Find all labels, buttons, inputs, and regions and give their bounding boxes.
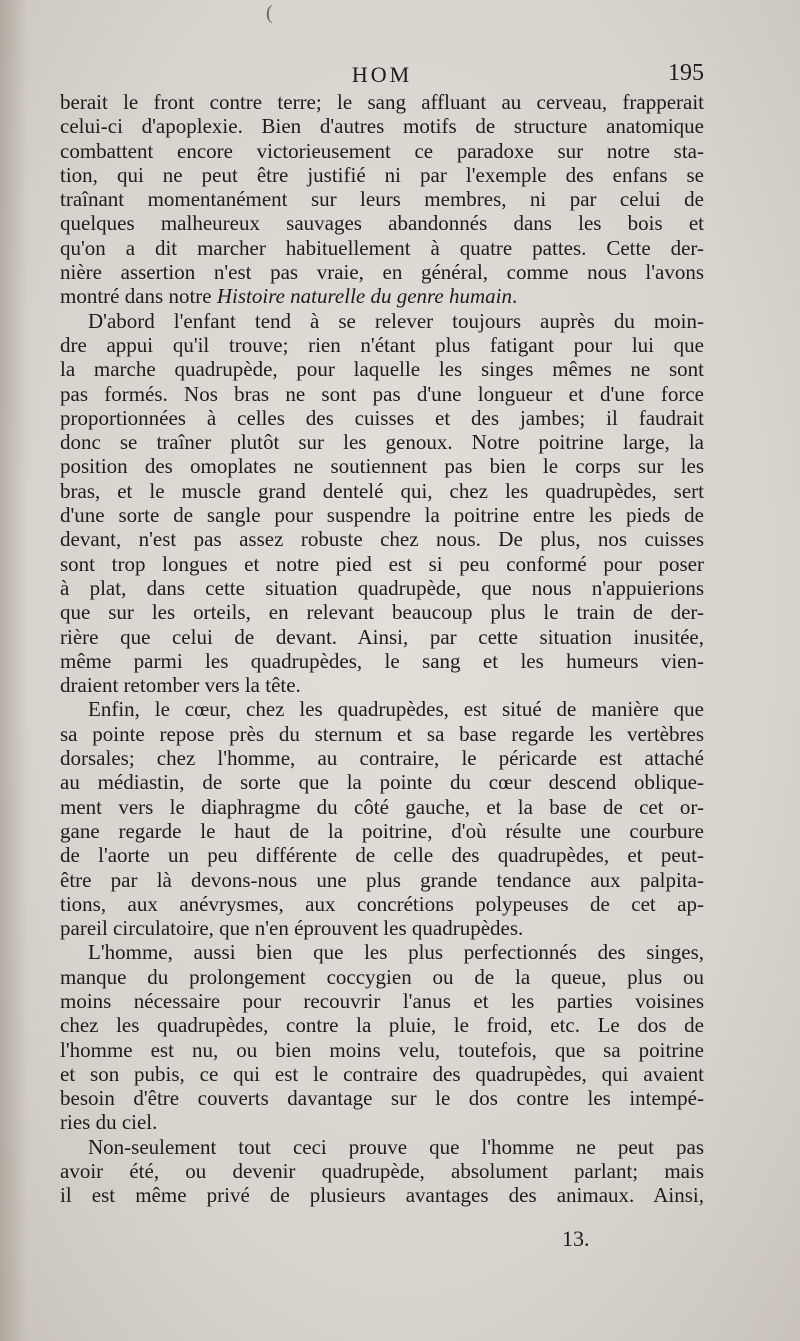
text-run: . — [512, 284, 518, 309]
text-line: d'une sorte de sangle pour suspendre la poitrine entre les pieds de — [60, 503, 704, 528]
text-line: proportionnées à celles des cuisses et des jambes; il faudrait — [60, 405, 704, 430]
text-line: quelques malheureux sauvages abandonnés dans les bois et — [60, 211, 704, 236]
text-line: devant, n'est pas assez robuste chez nous. De plus, nos cuisses — [60, 527, 704, 552]
text-line: il est même privé de plusieurs avantages des animaux. Ainsi, — [60, 1183, 704, 1208]
text-line: qu'on a dit marcher habituellement à quatre pattes. Cette der- — [60, 235, 704, 260]
book-title: Histoire naturelle du genre humain — [216, 284, 513, 309]
running-head — [60, 60, 704, 92]
text-line: rière que celui de devant. Ainsi, par cette situation inusitée, — [60, 624, 704, 649]
text-line: berait le front contre terre; le sang affluant au cerveau, frapperait — [60, 90, 704, 114]
text-line: chez les quadrupèdes, contre la pluie, le froid, etc. Le dos de — [60, 1013, 704, 1038]
text-line: pareil circulatoire, que n'en éprouvent les quadrupèdes. — [60, 916, 524, 941]
text-line: sont trop longues et notre pied est si peu conformé pour poser — [60, 551, 704, 576]
text-line: manque du prolongement coccygien ou de la queue, plus ou — [60, 964, 704, 989]
text-line: combattent encore victorieusement ce paradoxe sur notre sta- — [60, 138, 704, 163]
text-line: la marche quadrupède, pour laquelle les singes mêmes ne sont — [60, 357, 704, 382]
text-line: de l'aorte un peu différente de celle des quadrupèdes, et peut- — [60, 843, 704, 868]
text-line: donc se traîner plutôt sur les genoux. Notre poitrine large, la — [60, 430, 704, 455]
paragraph — [60, 697, 704, 940]
text-line: dorsales; chez l'homme, au contraire, le péricarde est attaché — [60, 746, 704, 771]
signature-mark: 13. — [562, 1226, 590, 1251]
text-line: nière assertion n'est pas vraie, en général, comme nous l'avons — [60, 260, 704, 285]
text-line: L'homme, aussi bien que les plus perfectionnés des singes, — [88, 940, 704, 965]
text-line: gane regarde le haut de la poitrine, d'où résulte une courbure — [60, 818, 704, 843]
text-line: que sur les orteils, en relevant beaucoup plus le train de der- — [60, 600, 704, 625]
text-line: avoir été, ou devenir quadrupède, absolument parlant; mais — [60, 1159, 704, 1184]
running-head-title: HOM — [351, 62, 413, 87]
text-line: à plat, dans cette situation quadrupède, que nous n'appuierions — [60, 575, 704, 600]
paragraph — [60, 309, 704, 698]
text-line: au médiastin, de sorte que la pointe du cœur descend oblique- — [60, 770, 704, 795]
text-line: tions, aux anévrysmes, aux concrétions polypeuses de cet ap- — [60, 891, 704, 916]
text-line: ries du ciel. — [60, 1110, 158, 1135]
text-line: l'homme est nu, ou bien moins velu, toutefois, que sa poitrine — [60, 1037, 704, 1062]
text-line: sa pointe repose près du sternum et sa base regarde les vertèbres — [60, 721, 704, 746]
text-line: même parmi les quadrupèdes, le sang et les humeurs vien- — [60, 648, 704, 673]
text-line: traînant momentanément sur leurs membres, ni par celui de — [60, 187, 704, 212]
paragraph — [60, 90, 704, 309]
text-line: être par là devons-nous une plus grande tendance aux palpita- — [60, 867, 704, 892]
text-line: tion, qui ne peut être justifié ni par l'exemple des enfans se — [60, 162, 704, 187]
body-text — [60, 90, 704, 1208]
text-line: celui-ci d'apoplexie. Bien d'autres motifs de structure anatomique — [60, 114, 704, 139]
text-line: D'abord l'enfant tend à se relever toujours auprès du moin- — [88, 308, 704, 333]
text-line: bras, et le muscle grand dentelé qui, chez les quadrupèdes, sert — [60, 478, 704, 503]
text-line — [60, 284, 704, 308]
text-run: montré dans notre — [60, 284, 217, 309]
text-line: pas formés. Nos bras ne sont pas d'une longueur et d'une force — [60, 381, 704, 406]
text-line: besoin d'être couverts davantage sur le dos contre les intempé- — [60, 1086, 704, 1111]
text-line: draient retomber vers la tête. — [60, 673, 301, 698]
text-line: et son pubis, ce qui est le contraire des quadrupèdes, qui avaient — [60, 1061, 704, 1086]
corner-mark: ( — [266, 2, 273, 24]
paragraph — [60, 1135, 704, 1208]
paragraph — [60, 940, 704, 1134]
text-line: Enfin, le cœur, chez les quadrupèdes, est situé de manière que — [88, 697, 704, 722]
page-number: 195 — [668, 60, 704, 86]
text-line: position des omoplates ne soutiennent pas bien le corps sur les — [60, 454, 704, 479]
text-line: dre appui qu'il trouve; rien n'étant plus fatigant pour lui que — [60, 332, 704, 357]
text-line: ment vers le diaphragme du côté gauche, et la base de cet or- — [60, 794, 704, 819]
text-line: Non-seulement tout ceci prouve que l'homme ne peut pas — [88, 1134, 704, 1159]
text-line: moins nécessaire pour recouvrir l'anus et les parties voisines — [60, 988, 704, 1013]
